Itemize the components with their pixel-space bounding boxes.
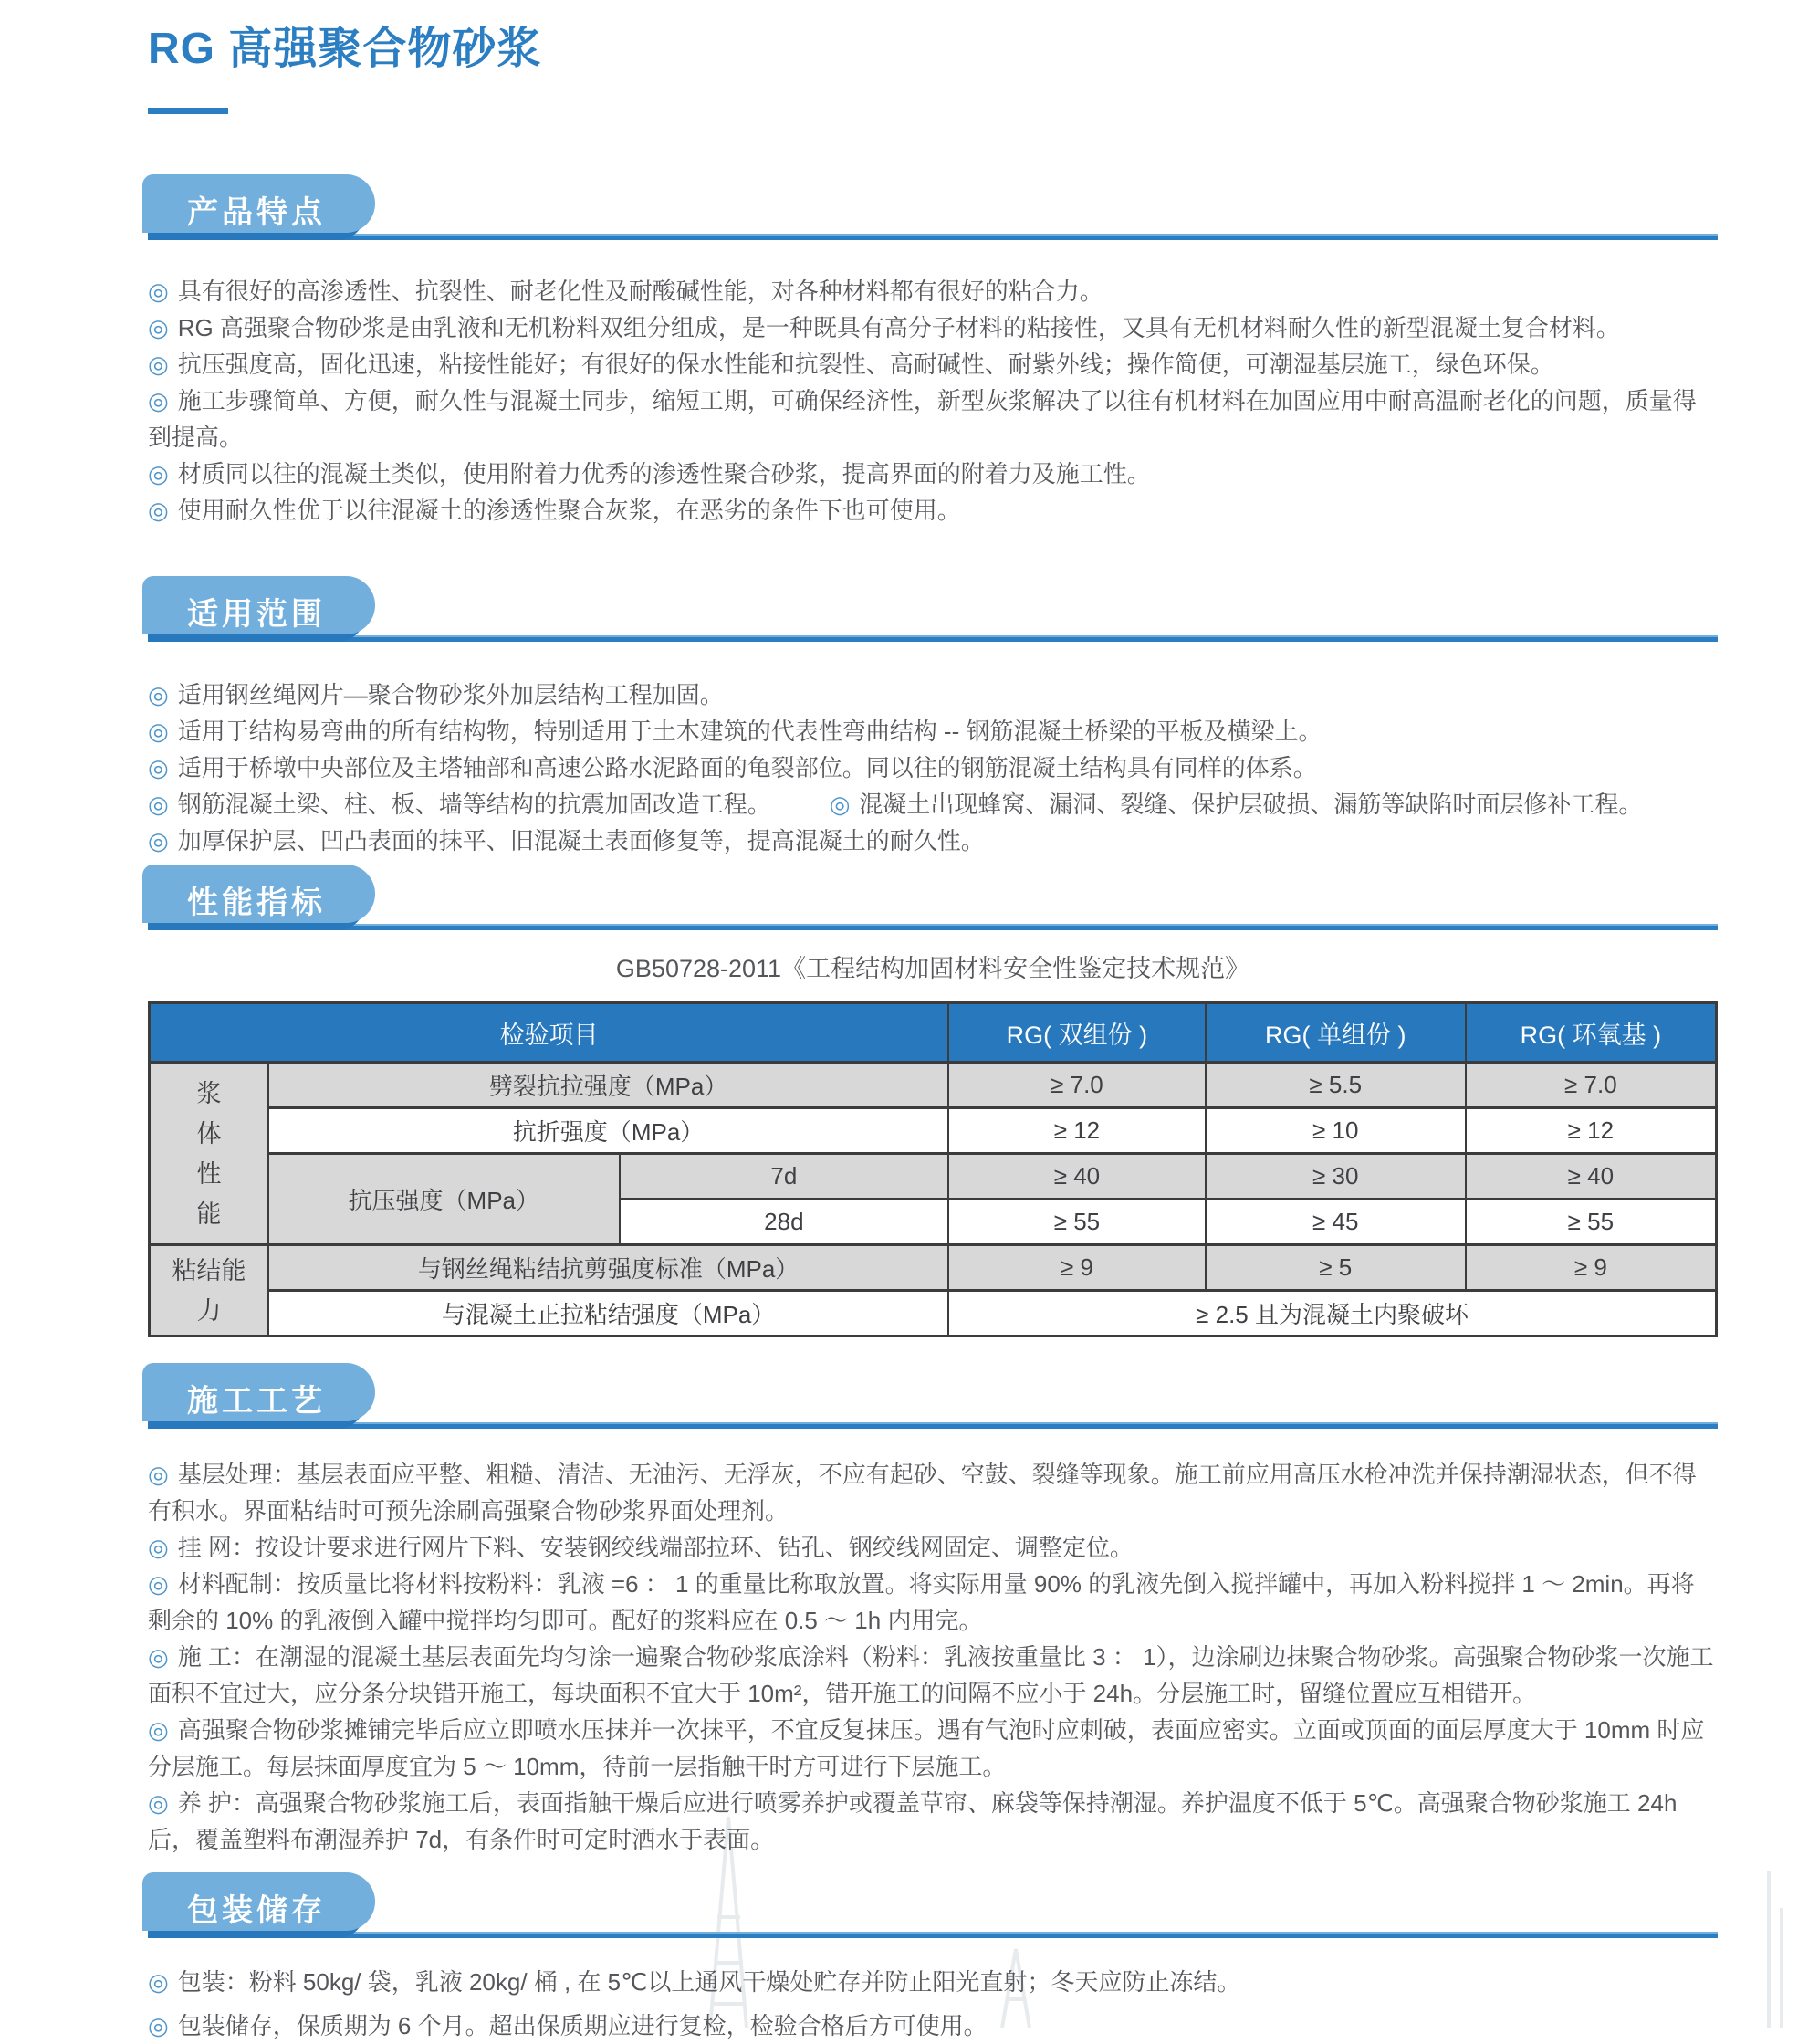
list-item xyxy=(148,1712,1718,1785)
list-item xyxy=(148,749,1718,786)
bullet-text: 施工步骤简单、方便，耐久性与混凝土同步，缩短工期，可确保经济性，新型灰浆解决了以往有机材料在加固应用中耐高温耐老化的问题，质量得到提高。 xyxy=(148,387,1697,451)
list-item xyxy=(148,713,1718,749)
bullet-text: 基层处理：基层表面应平整、粗糙、清洁、无油污、无浮灰，不应有起砂、空鼓、裂缝等现象。施工前应用高压水枪冲洗并保持潮湿状态，但不得有积水。界面粘结时可预先涂刷高强聚合物砂浆界面处理剂。 xyxy=(148,1461,1697,1525)
table-row xyxy=(150,1291,1717,1336)
section-rule xyxy=(148,635,1718,642)
bullet-text: 加厚保护层、凹凸表面的抹平、旧混凝土表面修复等，提高混凝土的耐久性。 xyxy=(177,827,985,854)
table-cell: ≥ 7.0 xyxy=(1466,1063,1717,1108)
table-row xyxy=(150,1154,1717,1200)
list-item xyxy=(148,1529,1718,1566)
section-process xyxy=(148,1370,1718,1858)
section-process-header xyxy=(148,1370,1718,1429)
table-row xyxy=(150,1108,1717,1154)
table-cell: ≥ 40 xyxy=(1466,1154,1717,1200)
table-cell: 劈裂抗拉强度（MPa） xyxy=(268,1063,948,1108)
bullet-icon: ◎ xyxy=(148,1789,169,1817)
standard-reference: GB50728-2011《工程结构加固材料安全性鉴定技术规范》 xyxy=(615,955,1250,982)
table-cell: ≥ 12 xyxy=(1466,1108,1717,1154)
bullet-icon: ◎ xyxy=(148,754,169,781)
list-item xyxy=(148,492,1718,529)
table-cell: ≥ 9 xyxy=(1466,1245,1717,1291)
bullet-text: 包装储存，保质期为 6 个月。超出保质期应进行复检，检验合格后方可使用。 xyxy=(177,2012,988,2039)
bullet-icon: ◎ xyxy=(148,1716,169,1744)
table-cell: ≥ 45 xyxy=(1206,1200,1466,1245)
table-cell: ≥ 5.5 xyxy=(1206,1063,1466,1108)
list-item xyxy=(148,2007,1718,2044)
section-scope-header xyxy=(148,583,1718,642)
bullet-text: 材料配制：按质量比将材料按粉料：乳液 =6 ： 1 的重量比称取放置。将实际用量 90% 的乳液先倒入搅拌罐中，再加入粉料搅拌 1 ～ 2min。再将剩余的 10% 的乳液倒入罐中搅拌均匀即可。配好的浆料应在 0.5 ～ 1h 内用完。 xyxy=(148,1570,1695,1634)
bullet-icon: ◎ xyxy=(829,791,851,818)
section-features-badge xyxy=(148,182,365,240)
section-packaging xyxy=(148,1880,1718,2044)
column-header: 检验项目 xyxy=(150,1003,949,1063)
column-header: RG( 双组份 ) xyxy=(948,1003,1206,1063)
table-cell: 与钢丝绳粘结抗剪强度标准（MPa） xyxy=(268,1245,948,1291)
list-item xyxy=(148,309,1718,346)
packaging-bullet-list xyxy=(148,1964,1718,2044)
table-row xyxy=(150,1245,1717,1291)
section-rule xyxy=(148,1932,1718,1938)
table-cell: 抗折强度（MPa） xyxy=(268,1108,948,1154)
table-cell: ≥ 30 xyxy=(1206,1154,1466,1200)
list-item xyxy=(148,1785,1718,1858)
bullet-icon: ◎ xyxy=(148,718,169,745)
bullet-icon: ◎ xyxy=(148,351,169,378)
bullet-text: 抗压强度高，固化迅速，粘接性能好；有很好的保水性能和抗裂性、高耐碱性、耐紫外线；操作简便，可潮湿基层施工，绿色环保。 xyxy=(177,351,1554,378)
section-features-heading: 产品特点 xyxy=(187,194,326,230)
process-bullet-list xyxy=(148,1456,1718,1858)
bullet-text: 高强聚合物砂浆摊铺完毕后应立即喷水压抹并一次抹平，不宜反复抹压。遇有气泡时应刺破，表面应密实。立面或顶面的面层厚度大于 10mm 时应分层施工。每层抹面厚度宜为 5 ～ 10mm，待前一层指触干时方可进行下层施工。 xyxy=(148,1716,1705,1780)
scope-bullet-list xyxy=(148,676,1718,859)
list-item xyxy=(148,786,771,823)
list-item xyxy=(148,1964,1718,2000)
bullet-icon: ◎ xyxy=(148,1461,169,1488)
bullet-icon: ◎ xyxy=(148,1570,169,1598)
bullet-icon: ◎ xyxy=(148,1968,169,1996)
table-cell: ≥ 40 xyxy=(948,1154,1206,1200)
bullet-icon: ◎ xyxy=(148,1643,169,1671)
section-rule xyxy=(148,1422,1718,1429)
table-header-row xyxy=(150,1003,1717,1063)
table-cell: ≥ 55 xyxy=(948,1200,1206,1245)
section-process-badge xyxy=(148,1370,365,1429)
table-cell: 28d xyxy=(620,1200,949,1245)
table-cell: ≥ 10 xyxy=(1206,1108,1466,1154)
row-group-label: 粘结能 力 xyxy=(150,1245,268,1336)
table-cell: ≥ 2.5 且为混凝土内聚破坏 xyxy=(948,1291,1716,1336)
list-item xyxy=(830,786,1643,823)
table-cell: ≥ 5 xyxy=(1206,1245,1466,1291)
table-row xyxy=(150,1063,1717,1108)
section-packaging-heading: 包装储存 xyxy=(187,1892,326,1928)
bullet-text: 材质同以往的混凝土类似，使用附着力优秀的渗透性聚合砂浆，提高界面的附着力及施工性。 xyxy=(177,460,1151,487)
column-header: RG( 环氧基 ) xyxy=(1466,1003,1717,1063)
section-scope xyxy=(148,583,1718,859)
bullet-icon: ◎ xyxy=(148,278,169,305)
bullet-icon: ◎ xyxy=(148,460,169,487)
bullet-icon: ◎ xyxy=(148,314,169,341)
section-features xyxy=(148,182,1718,529)
bullet-text: RG 高强聚合物砂浆是由乳液和无机粉料双组分组成，是一种既具有高分子材料的粘接性，又具有无机材料耐久性的新型混凝土复合材料。 xyxy=(177,314,1620,341)
bullet-text: 养 护：高强聚合物砂浆施工后，表面指触干燥后应进行喷雾养护或覆盖草帘、麻袋等保持潮湿。养护温度不低于 5℃。高强聚合物砂浆施工 24h 后，覆盖塑料布潮湿养护 7d，有条件时可定时洒水于表面。 xyxy=(148,1789,1678,1853)
bullet-icon: ◎ xyxy=(148,791,169,818)
bullet-icon: ◎ xyxy=(148,497,169,524)
list-item xyxy=(148,1456,1718,1529)
performance-table xyxy=(148,1001,1718,1337)
bullet-text: 具有很好的高渗透性、抗裂性、耐老化性及耐酸碱性能，对各种材料都有很好的粘合力。 xyxy=(177,278,1103,305)
list-item xyxy=(148,823,1718,859)
bullet-text: 施 工：在潮湿的混凝土基层表面先均匀涂一遍聚合物砂浆底涂料（粉料：乳液按重量比 3 ： 1），边涂刷边抹聚合物砂浆。高强聚合物砂浆一次施工面积不宜过大，应分条分块错开施工，每块面积不宜大于 10m²，错开施工的间隔不应小于 24h。分层施工时，留缝位置应互相错开。 xyxy=(148,1643,1714,1707)
table-cell: 7d xyxy=(620,1154,949,1200)
table-cell: 抗压强度（MPa） xyxy=(268,1154,620,1245)
list-item xyxy=(148,1639,1718,1712)
section-performance-heading: 性能指标 xyxy=(187,885,326,920)
bullet-text: 使用耐久性优于以往混凝土的渗透性聚合灰浆，在恶劣的条件下也可使用。 xyxy=(177,497,961,524)
table-cell: ≥ 12 xyxy=(948,1108,1206,1154)
section-scope-badge xyxy=(148,583,365,642)
bullet-text: 钢筋混凝土梁、柱、板、墙等结构的抗震加固改造工程。 xyxy=(177,791,771,818)
list-item xyxy=(148,676,1718,713)
list-item xyxy=(148,456,1718,492)
table-cell: ≥ 55 xyxy=(1466,1200,1717,1245)
bullet-icon: ◎ xyxy=(148,827,169,854)
bullet-icon: ◎ xyxy=(148,681,169,708)
bullet-icon: ◎ xyxy=(148,387,169,414)
bullet-text: 适用于结构易弯曲的所有结构物，特别适用于土木建筑的代表性弯曲结构 -- 钢筋混凝土桥梁的平板及横梁上。 xyxy=(177,718,1322,745)
section-features-header xyxy=(148,182,1718,240)
page-title: RG 高强聚合物砂浆 xyxy=(148,25,542,73)
section-rule xyxy=(148,924,1718,930)
table-cell: ≥ 7.0 xyxy=(948,1063,1206,1108)
section-rule xyxy=(148,234,1718,240)
column-header: RG( 单组份 ) xyxy=(1206,1003,1466,1063)
bullet-text: 包装：粉料 50kg/ 袋，乳液 20kg/ 桶 , 在 5℃以上通风干燥处贮存并防止阳光直射；冬天应防止冻结。 xyxy=(177,1968,1241,1996)
table-cell: 与混凝土正拉粘结强度（MPa） xyxy=(268,1291,948,1336)
bullet-text: 适用钢丝绳网片—聚合物砂浆外加层结构工程加固。 xyxy=(177,681,724,708)
section-performance xyxy=(148,872,1718,1337)
section-process-heading: 施工工艺 xyxy=(187,1383,326,1419)
section-performance-badge xyxy=(148,872,365,930)
section-packaging-header xyxy=(148,1880,1718,1938)
bullet-text: 混凝土出现蜂窝、漏洞、裂缝、保护层破损、漏筋等缺陷时面层修补工程。 xyxy=(859,791,1643,818)
bullet-icon: ◎ xyxy=(148,1534,169,1561)
title-underline xyxy=(148,108,228,114)
bullet-icon: ◎ xyxy=(148,2012,169,2039)
list-item xyxy=(148,273,1718,309)
features-bullet-list xyxy=(148,273,1718,529)
list-item-pair xyxy=(148,786,1718,823)
row-group-label: 浆 体 性 能 xyxy=(150,1063,268,1245)
section-packaging-badge xyxy=(148,1880,365,1938)
list-item xyxy=(148,383,1718,456)
section-performance-header xyxy=(148,872,1718,930)
section-scope-heading: 适用范围 xyxy=(187,596,326,632)
bullet-text: 适用于桥墩中央部位及主塔轴部和高速公路水泥路面的龟裂部位。同以往的钢筋混凝土结构具有同样的体系。 xyxy=(177,754,1317,781)
list-item xyxy=(148,1566,1718,1639)
list-item xyxy=(148,346,1718,383)
bullet-text: 挂 网：按设计要求进行网片下料、安装钢绞线端部拉环、钻孔、钢绞线网固定、调整定位。 xyxy=(177,1534,1134,1561)
table-cell: ≥ 9 xyxy=(948,1245,1206,1291)
